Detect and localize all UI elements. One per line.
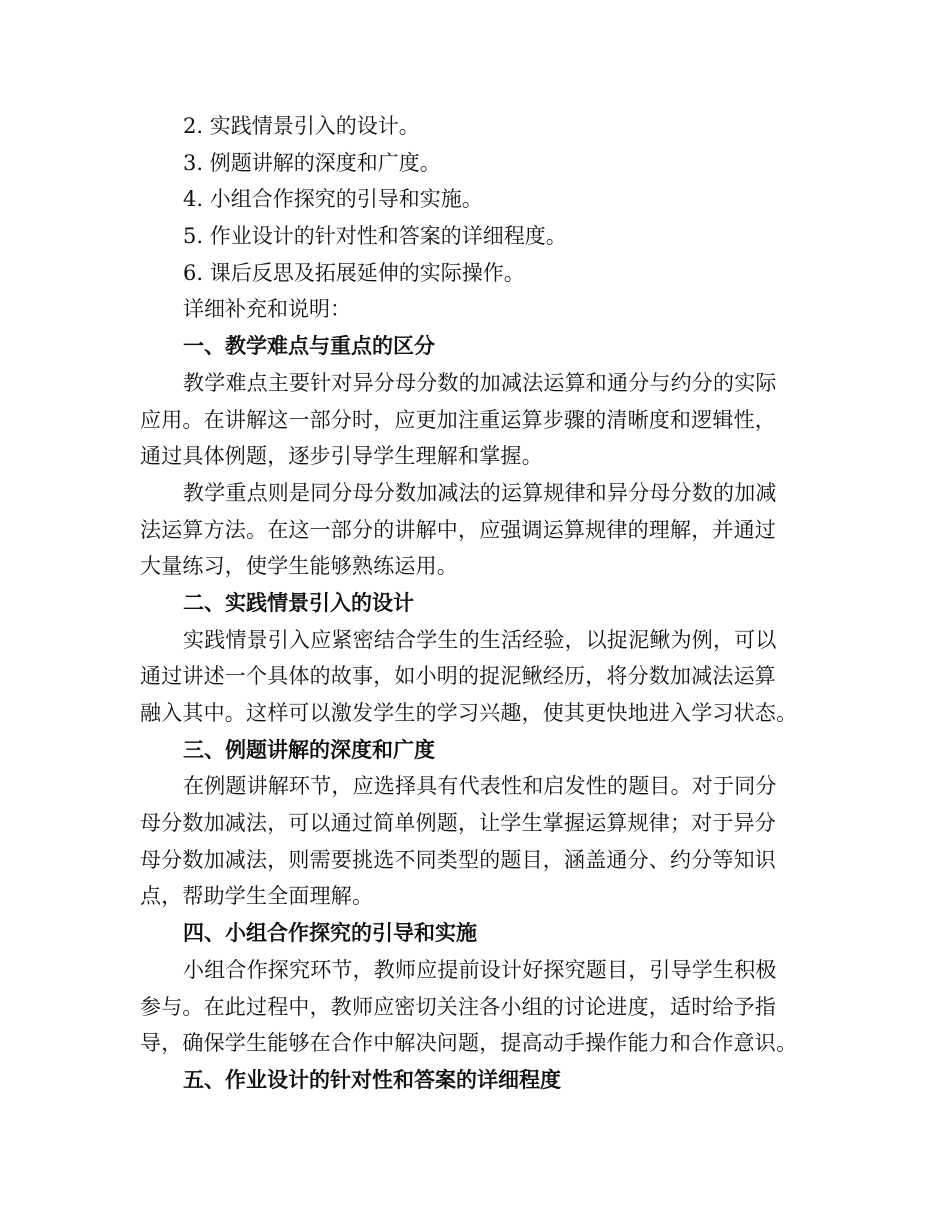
section-heading: 五、作业设计的针对性和答案的详细程度 — [183, 1067, 561, 1092]
list-item: 6. 课后反思及拓展延伸的实际操作。 — [183, 260, 525, 285]
paragraph-line: 母分数加减法，则需要挑选不同类型的题目，涵盖通分、约分等知识 — [140, 847, 776, 872]
list-item: 3. 例题讲解的深度和广度。 — [183, 150, 441, 175]
paragraph-line: 应用。在讲解这一部分时，应更加注重运算步骤的清晰度和逻辑性， — [140, 407, 776, 432]
paragraph-line: 融入其中。这样可以激发学生的学习兴趣，使其更快地进入学习状态。 — [140, 701, 798, 725]
list-item: 5. 作业设计的针对性和答案的详细程度。 — [183, 224, 567, 249]
paragraph-line: 法运算方法。在这一部分的讲解中，应强调运算规律的理解，并通过 — [140, 517, 776, 542]
paragraph — [140, 768, 812, 915]
paragraph-line: 参与。在此过程中，教师应密切关注各小组的讨论进度，适时给予指 — [140, 994, 776, 1019]
paragraph-line: 通过具体例题，逐步引导学生理解和掌握。 — [140, 444, 543, 469]
section-heading: 四、小组合作探究的引导和实施 — [183, 921, 477, 946]
paragraph-line: 教学重点则是同分母分数加减法的运算规律和异分母分数的加减 — [183, 480, 777, 505]
intro-text: 详细补充和说明： — [183, 297, 351, 322]
paragraph-line: 母分数加减法，可以通过简单例题，让学生掌握运算规律；对于异分 — [140, 811, 776, 836]
paragraph — [140, 475, 812, 585]
paragraph-line: 通过讲述一个具体的故事，如小明的捉泥鳅经历，将分数加减法运算 — [140, 664, 776, 689]
section-heading: 一、教学难点与重点的区分 — [183, 334, 435, 359]
paragraph-line: 小组合作探究环节，教师应提前设计好探究题目，引导学生积极 — [183, 957, 777, 982]
paragraph-line: 大量练习，使学生能够熟练运用。 — [140, 554, 458, 579]
paragraph-line: 实践情景引入应紧密结合学生的生活经验，以捉泥鳅为例，可以 — [183, 627, 777, 652]
section-heading: 三、例题讲解的深度和广度 — [183, 737, 435, 762]
paragraph-line: 在例题讲解环节，应选择具有代表性和启发性的题目。对于同分 — [183, 774, 777, 799]
paragraph — [140, 365, 812, 475]
paragraph-line: 点，帮助学生全面理解。 — [140, 884, 374, 909]
paragraph-line: 导，确保学生能够在合作中解决问题，提高动手操作能力和合作意识。 — [140, 1031, 798, 1056]
paragraph-line: 教学难点主要针对异分母分数的加减法运算和通分与约分的实际 — [183, 370, 777, 395]
section-heading: 二、实践情景引入的设计 — [183, 590, 414, 615]
paragraph — [140, 622, 812, 732]
paragraph — [140, 952, 812, 1062]
list-item: 2. 实践情景引入的设计。 — [183, 114, 420, 138]
list-item: 4. 小组合作探究的引导和实施。 — [183, 187, 483, 212]
document-body — [140, 108, 812, 1099]
